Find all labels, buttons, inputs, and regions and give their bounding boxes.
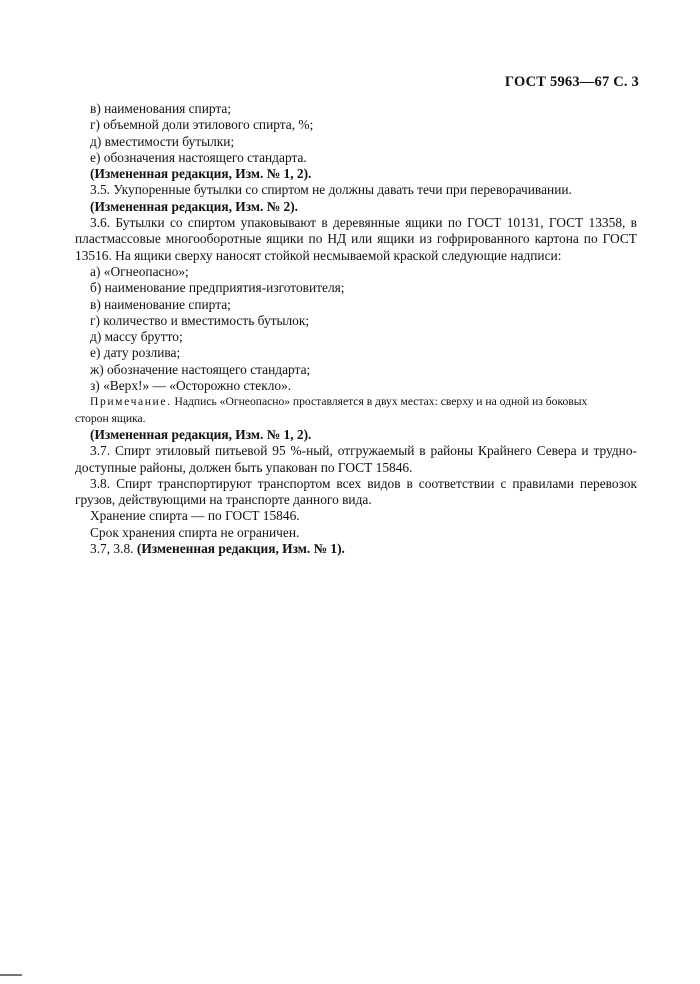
paragraph-3-7-line-1: 3.7. Спирт этиловый питьевой 95 %-ный, отгружаемый в районы Крайнего Севера и трудно- [90,443,637,459]
list-item: д) массу брутто; [90,329,183,345]
paragraph-3-6-line-3: 13516. На ящики сверху наносят стойкой несмываемой краской следующие надписи: [75,247,562,263]
paragraph-3-8-line-1: 3.8. Спирт транспортируют транспортом всех видов в соответствии с правилами перевозок [90,475,637,491]
list-item: е) дату розлива; [90,345,181,361]
list-item: а) «Огнеопасно»; [90,263,189,279]
paragraph-3-5: 3.5. Укупоренные бутылки со спиртом не должны давать течи при переворачивании. [90,182,572,198]
list-item: е) обозначения настоящего стандарта. [90,149,307,165]
list-item: г) объемной доли этилового спирта, %; [90,117,314,133]
amendment-note: (Измененная редакция, Изм. № 1). [136,541,345,557]
amendment-note: (Измененная редакция, Изм. № 1, 2). [90,426,312,442]
note-text: Надпись «Огнеопасно» проставляется в двух местах: сверху и на одной из боковых [171,395,588,409]
list-item: ж) обозначение настоящего стандарта; [90,361,311,377]
note-line-2: сторон ящика. [75,411,146,425]
list-item: в) наименование спирта; [90,296,231,312]
amendment-note: (Измененная редакция, Изм. № 1, 2). [90,166,312,182]
list-item: г) количество и вместимость бутылок; [90,312,310,328]
list-item: б) наименование предприятия-изготовителя; [90,280,345,296]
paragraph-3-6-line-1: 3.6. Бутылки со спиртом упаковывают в деревянные ящики по ГОСТ 10131, ГОСТ 13358, в [90,215,637,231]
amendment-line [75,541,637,557]
list-item: в) наименования спирта; [90,101,232,116]
paragraph-3-6-line-2: пластмассовые многооборотные ящики по НД или ящики из гофрированного картона по ГОСТ [75,231,637,247]
note-line-1 [75,394,637,410]
paragraph-3-7-line-2: доступные районы, должен быть упакован по ГОСТ 15846. [75,459,413,475]
note-label: Примечание. [90,395,172,409]
storage-paragraph: Хранение спирта — по ГОСТ 15846. [90,508,300,524]
paragraph-3-8-line-2: грузов, действующими на транспорте данного вида. [75,492,372,508]
shelf-life-paragraph: Срок хранения спирта не ограничен. [90,524,300,540]
amendment-ref: 3.7, 3.8. [90,541,137,557]
page-header: ГОСТ 5963—67 С. 3 [504,74,639,90]
document-body [75,101,637,557]
list-item: д) вместимости бутылки; [90,133,235,149]
scan-edge-mark [0,974,22,976]
list-item: з) «Верх!» — «Осторожно стекло». [90,378,292,394]
amendment-note: (Измененная редакция, Изм. № 2). [90,198,299,214]
